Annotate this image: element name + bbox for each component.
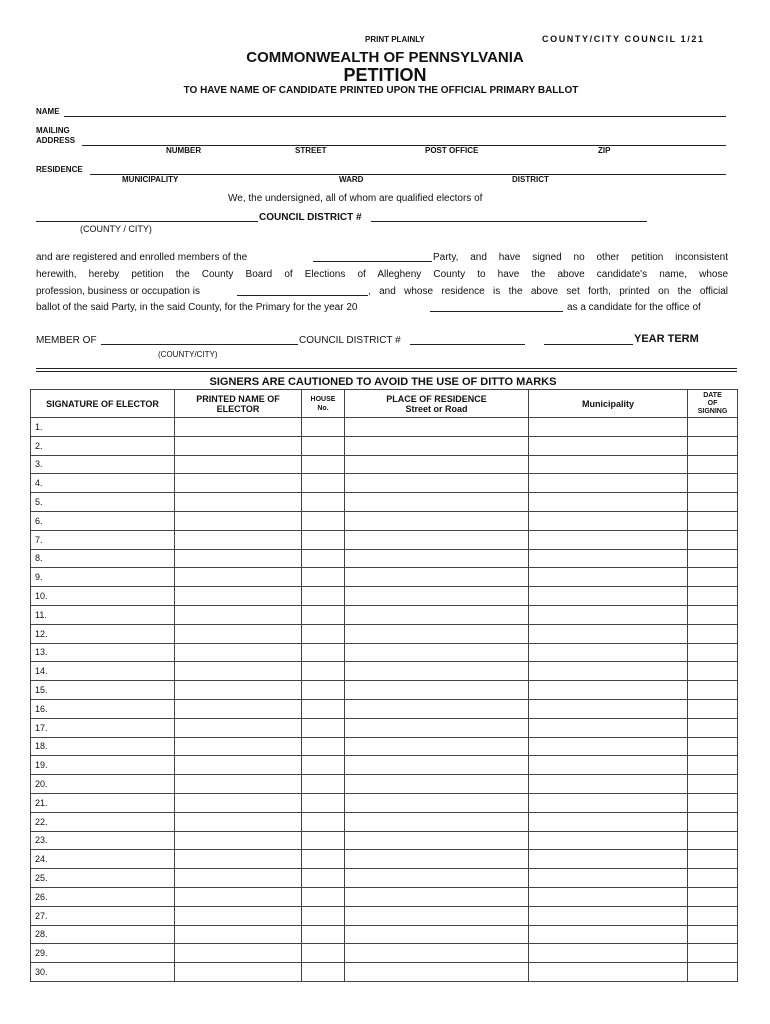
house-no-cell[interactable] — [302, 812, 345, 831]
year-term-label: YEAR TERM — [634, 333, 699, 345]
paragraph-line3-a: profession, business or occupation is — [36, 286, 200, 297]
table-row — [31, 812, 738, 831]
house-no-cell[interactable] — [302, 681, 345, 700]
date-cell[interactable] — [688, 436, 738, 455]
date-cell[interactable] — [688, 756, 738, 775]
district-caption: DISTRICT — [512, 175, 549, 184]
row-number: 20. — [35, 779, 48, 790]
signature-cell[interactable] — [31, 887, 175, 906]
paragraph-line2: herewith, hereby petition the County Board of Elections of Allegheny County to have the above candidate's name, whose — [36, 269, 728, 280]
date-cell[interactable] — [688, 944, 738, 963]
date-caption: DATE — [703, 391, 722, 399]
house-no-cell[interactable] — [302, 474, 345, 493]
row-number: 12. — [35, 628, 48, 639]
street-cell[interactable] — [345, 587, 529, 606]
row-number: 8. — [35, 553, 43, 564]
table-row — [31, 530, 738, 549]
table-row — [31, 850, 738, 869]
printed-name-cell[interactable] — [175, 831, 302, 850]
municipality-cell[interactable] — [529, 812, 688, 831]
house-no-cell[interactable] — [302, 436, 345, 455]
paragraph-line4-a: ballot of the said Party, in the said County, for the Primary for the year 20 — [36, 302, 358, 313]
signature-cell[interactable] — [31, 624, 175, 643]
table-row — [31, 756, 738, 775]
table-row — [31, 662, 738, 681]
mailing-address-field[interactable] — [82, 136, 726, 146]
municipality-cell[interactable] — [529, 775, 688, 794]
paragraph-line4-b: as a candidate for the office of — [567, 302, 701, 313]
county-city-field[interactable] — [36, 212, 258, 222]
municipality-cell[interactable] — [529, 737, 688, 756]
street-cell[interactable] — [345, 662, 529, 681]
house-no-cell[interactable] — [302, 718, 345, 737]
place-of-residence-caption: PLACE OF RESIDENCE — [386, 393, 487, 404]
house-no-cell[interactable] — [302, 793, 345, 812]
house-no-cell[interactable] — [302, 831, 345, 850]
municipality-cell[interactable] — [529, 756, 688, 775]
street-cell[interactable] — [345, 775, 529, 794]
signature-cell[interactable] — [31, 455, 175, 474]
signature-cell[interactable] — [31, 436, 175, 455]
row-number: 23. — [35, 835, 48, 846]
printed-name-cell[interactable] — [175, 906, 302, 925]
page-title: PETITION — [343, 65, 427, 85]
street-cell[interactable] — [345, 568, 529, 587]
col-place-of-residence — [345, 390, 529, 418]
ward-caption: WARD — [339, 175, 364, 184]
printed-name-cell[interactable] — [175, 643, 302, 662]
municipality-cell[interactable] — [529, 436, 688, 455]
printed-name-cell[interactable] — [175, 925, 302, 944]
printed-name-cell[interactable] — [175, 493, 302, 512]
signature-cell[interactable] — [31, 493, 175, 512]
residence-label: RESIDENCE — [36, 165, 83, 174]
date-cell[interactable] — [688, 925, 738, 944]
house-no-cell[interactable] — [302, 887, 345, 906]
form-code: COUNTY/CITY COUNCIL 1/21 — [542, 34, 705, 44]
street-cell[interactable] — [345, 869, 529, 888]
street-cell[interactable] — [345, 906, 529, 925]
house-no-cell[interactable] — [302, 624, 345, 643]
date-cell[interactable] — [688, 850, 738, 869]
signature-cell[interactable] — [31, 737, 175, 756]
table-row — [31, 624, 738, 643]
printed-name-cell[interactable] — [175, 511, 302, 530]
printed-name-cell[interactable] — [175, 944, 302, 963]
county-city-caption: (COUNTY / CITY) — [80, 224, 152, 234]
date-cell[interactable] — [688, 643, 738, 662]
party-field[interactable] — [313, 252, 432, 262]
house-no-cell[interactable] — [302, 756, 345, 775]
row-number: 28. — [35, 929, 48, 940]
printed-name-cell[interactable] — [175, 850, 302, 869]
municipality-cell[interactable] — [529, 681, 688, 700]
municipality-cell[interactable] — [529, 493, 688, 512]
municipality-cell[interactable] — [529, 624, 688, 643]
signature-cell[interactable] — [31, 474, 175, 493]
street-cell[interactable] — [345, 925, 529, 944]
table-row — [31, 493, 738, 512]
printed-name-cell[interactable] — [175, 662, 302, 681]
signature-cell[interactable] — [31, 587, 175, 606]
signature-cell[interactable] — [31, 643, 175, 662]
house-no-cell[interactable] — [302, 549, 345, 568]
signature-cell[interactable] — [31, 925, 175, 944]
table-row — [31, 455, 738, 474]
row-number: 1. — [35, 421, 43, 432]
signature-cell[interactable] — [31, 662, 175, 681]
municipality-cell[interactable] — [529, 963, 688, 982]
signature-cell[interactable] — [31, 530, 175, 549]
date-cell[interactable] — [688, 963, 738, 982]
commonwealth-heading: COMMONWEALTH OF PENNSYLVANIA — [246, 49, 524, 66]
signature-cell[interactable] — [31, 812, 175, 831]
of-caption: OF — [707, 399, 718, 407]
date-cell[interactable] — [688, 718, 738, 737]
date-cell[interactable] — [688, 775, 738, 794]
signature-cell[interactable] — [31, 718, 175, 737]
table-row — [31, 643, 738, 662]
signature-cell[interactable] — [31, 831, 175, 850]
col-date-of-signing — [688, 390, 738, 418]
printed-name-cell[interactable] — [175, 963, 302, 982]
col-municipality: Municipality — [529, 390, 688, 418]
printed-name-cell[interactable] — [175, 737, 302, 756]
signature-cell[interactable] — [31, 906, 175, 925]
printed-name-cell[interactable] — [175, 418, 302, 437]
street-cell[interactable] — [345, 530, 529, 549]
municipality-cell[interactable] — [529, 530, 688, 549]
table-row — [31, 511, 738, 530]
street-cell[interactable] — [345, 812, 529, 831]
municipality-cell[interactable] — [529, 568, 688, 587]
date-cell[interactable] — [688, 869, 738, 888]
municipality-cell[interactable] — [529, 699, 688, 718]
municipality-cell[interactable] — [529, 906, 688, 925]
table-row — [31, 737, 738, 756]
printed-name-cell[interactable] — [175, 681, 302, 700]
table-row — [31, 887, 738, 906]
date-cell[interactable] — [688, 662, 738, 681]
street-cell[interactable] — [345, 511, 529, 530]
municipality-cell[interactable] — [529, 718, 688, 737]
print-plainly-label: PRINT PLAINLY — [365, 35, 425, 44]
date-cell[interactable] — [688, 605, 738, 624]
house-no-cell[interactable] — [302, 662, 345, 681]
date-cell[interactable] — [688, 624, 738, 643]
printed-name-cell[interactable] — [175, 436, 302, 455]
date-cell[interactable] — [688, 812, 738, 831]
row-number: 5. — [35, 497, 43, 508]
table-row — [31, 418, 738, 437]
street-or-road-caption: Street or Road — [405, 403, 468, 414]
residence-field[interactable] — [90, 165, 726, 175]
printed-name-cell[interactable] — [175, 793, 302, 812]
printed-name-cell[interactable] — [175, 455, 302, 474]
house-no-cell[interactable] — [302, 737, 345, 756]
col-house-no — [302, 390, 345, 418]
street-cell[interactable] — [345, 605, 529, 624]
date-cell[interactable] — [688, 455, 738, 474]
paragraph-line1-b: Party, and have signed no other petition inconsistent — [433, 252, 728, 263]
street-cell[interactable] — [345, 455, 529, 474]
house-no-cell[interactable] — [302, 850, 345, 869]
candidate-name-field[interactable] — [64, 107, 726, 117]
house-no-cell[interactable] — [302, 568, 345, 587]
signature-cell[interactable] — [31, 568, 175, 587]
signing-caption: SIGNING — [697, 407, 728, 415]
table-row — [31, 474, 738, 493]
municipality-caption: MUNICIPALITY — [122, 175, 179, 184]
col-signature: SIGNATURE OF ELECTOR — [31, 390, 175, 418]
house-no-cell[interactable] — [302, 605, 345, 624]
paragraph-line3-b: , and whose residence is the above set forth, printed on the official — [368, 286, 728, 297]
row-number: 6. — [35, 515, 43, 526]
street-cell[interactable] — [345, 418, 529, 437]
date-cell[interactable] — [688, 737, 738, 756]
municipality-cell[interactable] — [529, 944, 688, 963]
member-of-field[interactable] — [101, 335, 298, 345]
date-cell[interactable] — [688, 418, 738, 437]
row-number: 17. — [35, 722, 48, 733]
signature-cell[interactable] — [31, 775, 175, 794]
signature-cell[interactable] — [31, 549, 175, 568]
office-council-district-label: COUNCIL DISTRICT # — [299, 335, 401, 346]
municipality-cell[interactable] — [529, 662, 688, 681]
date-cell[interactable] — [688, 831, 738, 850]
table-row — [31, 549, 738, 568]
street-cell[interactable] — [345, 850, 529, 869]
municipality-cell[interactable] — [529, 793, 688, 812]
petition-subtitle: TO HAVE NAME OF CANDIDATE PRINTED UPON THE OFFICIAL PRIMARY BALLOT — [183, 85, 579, 96]
house-no-cell[interactable] — [302, 455, 345, 474]
row-number: 14. — [35, 666, 48, 677]
year-term-field[interactable] — [544, 335, 633, 345]
printed-name-cell[interactable] — [175, 756, 302, 775]
signature-cell[interactable] — [31, 511, 175, 530]
zip-caption: ZIP — [598, 146, 611, 155]
row-number: 18. — [35, 741, 48, 752]
printed-name-cell[interactable] — [175, 812, 302, 831]
signature-cell[interactable] — [31, 944, 175, 963]
municipality-cell[interactable] — [529, 887, 688, 906]
house-no-cell[interactable] — [302, 906, 345, 925]
row-number: 7. — [35, 534, 43, 545]
printed-name-cell[interactable] — [175, 549, 302, 568]
printed-name-cell[interactable] — [175, 530, 302, 549]
printed-name-cell[interactable] — [175, 568, 302, 587]
office-county-city-caption: (COUNTY/CITY) — [158, 350, 218, 359]
date-cell[interactable] — [688, 511, 738, 530]
house-no-cell[interactable] — [302, 493, 345, 512]
electors-intro: We, the undersigned, all of whom are qualified electors of — [228, 193, 483, 204]
date-cell[interactable] — [688, 568, 738, 587]
street-cell[interactable] — [345, 493, 529, 512]
printed-name-cell[interactable] — [175, 474, 302, 493]
printed-name-cell[interactable] — [175, 718, 302, 737]
table-row — [31, 775, 738, 794]
row-number: 16. — [35, 703, 48, 714]
date-cell[interactable] — [688, 906, 738, 925]
signature-cell[interactable] — [31, 756, 175, 775]
ditto-caution: SIGNERS ARE CAUTIONED TO AVOID THE USE OF DITTO MARKS — [209, 376, 557, 388]
post-office-caption: POST OFFICE — [425, 146, 479, 155]
signature-cell[interactable] — [31, 605, 175, 624]
row-number: 3. — [35, 459, 43, 470]
house-no-cell[interactable] — [302, 643, 345, 662]
street-cell[interactable] — [345, 756, 529, 775]
street-cell[interactable] — [345, 624, 529, 643]
date-cell[interactable] — [688, 681, 738, 700]
printed-name-cell[interactable] — [175, 699, 302, 718]
street-cell[interactable] — [345, 737, 529, 756]
row-number: 10. — [35, 591, 48, 602]
street-cell[interactable] — [345, 718, 529, 737]
street-cell[interactable] — [345, 474, 529, 493]
house-no-cell[interactable] — [302, 418, 345, 437]
date-cell[interactable] — [688, 549, 738, 568]
name-label: NAME — [36, 107, 60, 116]
street-cell[interactable] — [345, 643, 529, 662]
signers-table — [30, 389, 738, 982]
occupation-field[interactable] — [237, 286, 368, 296]
signature-cell[interactable] — [31, 681, 175, 700]
street-cell[interactable] — [345, 793, 529, 812]
row-number: 2. — [35, 440, 43, 451]
municipality-cell[interactable] — [529, 511, 688, 530]
date-cell[interactable] — [688, 530, 738, 549]
row-number: 13. — [35, 647, 48, 658]
row-number: 19. — [35, 760, 48, 771]
divider-top — [36, 368, 737, 369]
printed-name-cell[interactable] — [175, 605, 302, 624]
municipality-cell[interactable] — [529, 474, 688, 493]
table-row — [31, 963, 738, 982]
paragraph-line1-a: and are registered and enrolled members of the — [36, 252, 248, 263]
table-row — [31, 587, 738, 606]
signature-cell[interactable] — [31, 963, 175, 982]
date-cell[interactable] — [688, 793, 738, 812]
table-row — [31, 699, 738, 718]
row-number: 30. — [35, 967, 48, 977]
table-row — [31, 869, 738, 888]
date-cell[interactable] — [688, 587, 738, 606]
signature-cell[interactable] — [31, 869, 175, 888]
divider-bottom — [36, 371, 737, 372]
row-number: 26. — [35, 891, 48, 902]
house-caption: HOUSE — [310, 395, 336, 403]
printed-name-cell[interactable] — [175, 624, 302, 643]
row-number: 25. — [35, 873, 48, 884]
printed-name-cell[interactable] — [175, 887, 302, 906]
street-cell[interactable] — [345, 963, 529, 982]
street-cell[interactable] — [345, 436, 529, 455]
table-row — [31, 925, 738, 944]
house-no-cell[interactable] — [302, 530, 345, 549]
signature-cell[interactable] — [31, 793, 175, 812]
municipality-cell[interactable] — [529, 643, 688, 662]
council-district-label: COUNCIL DISTRICT # — [259, 212, 362, 223]
street-cell[interactable] — [345, 549, 529, 568]
house-no-cell[interactable] — [302, 775, 345, 794]
street-cell[interactable] — [345, 681, 529, 700]
member-of-label: MEMBER OF — [36, 335, 97, 346]
row-number: 15. — [35, 685, 48, 696]
municipality-cell[interactable] — [529, 925, 688, 944]
date-cell[interactable] — [688, 699, 738, 718]
street-caption: STREET — [295, 146, 327, 155]
mailing-label: MAILING — [36, 126, 70, 135]
municipality-cell[interactable] — [529, 587, 688, 606]
row-number: 24. — [35, 854, 48, 865]
date-cell[interactable] — [688, 474, 738, 493]
row-number: 11. — [35, 609, 47, 620]
signature-cell[interactable] — [31, 418, 175, 437]
table-row — [31, 944, 738, 963]
printed-name-cell[interactable] — [175, 869, 302, 888]
table-row — [31, 793, 738, 812]
office-council-district-field[interactable] — [410, 335, 525, 345]
printed-name-cell[interactable] — [175, 775, 302, 794]
street-cell[interactable] — [345, 887, 529, 906]
table-row — [31, 568, 738, 587]
row-number: 4. — [35, 478, 43, 489]
house-no-cell[interactable] — [302, 587, 345, 606]
street-cell[interactable] — [345, 944, 529, 963]
row-number: 9. — [35, 572, 43, 583]
table-row — [31, 681, 738, 700]
row-number: 22. — [35, 816, 48, 827]
col-printed-name: PRINTED NAME OF ELECTOR — [175, 390, 302, 418]
table-row — [31, 436, 738, 455]
table-row — [31, 906, 738, 925]
municipality-cell[interactable] — [529, 605, 688, 624]
address-label: ADDRESS — [36, 136, 76, 145]
signature-cell[interactable] — [31, 699, 175, 718]
table-row — [31, 718, 738, 737]
municipality-cell[interactable] — [529, 455, 688, 474]
street-cell[interactable] — [345, 699, 529, 718]
signature-cell[interactable] — [31, 850, 175, 869]
house-no-cell[interactable] — [302, 925, 345, 944]
municipality-cell[interactable] — [529, 831, 688, 850]
table-row — [31, 605, 738, 624]
house-no-cell[interactable] — [302, 699, 345, 718]
street-cell[interactable] — [345, 831, 529, 850]
municipality-cell[interactable] — [529, 418, 688, 437]
municipality-cell[interactable] — [529, 869, 688, 888]
council-district-field[interactable] — [371, 212, 647, 222]
row-number: 27. — [35, 910, 48, 921]
row-number: 21. — [35, 797, 48, 808]
table-row — [31, 831, 738, 850]
printed-name-cell[interactable] — [175, 587, 302, 606]
no-caption: No. — [317, 404, 329, 412]
year-field[interactable] — [430, 302, 563, 312]
municipality-cell[interactable] — [529, 850, 688, 869]
number-caption: NUMBER — [166, 146, 202, 155]
house-no-cell[interactable] — [302, 944, 345, 963]
house-no-cell[interactable] — [302, 963, 345, 982]
house-no-cell[interactable] — [302, 869, 345, 888]
date-cell[interactable] — [688, 887, 738, 906]
date-cell[interactable] — [688, 493, 738, 512]
house-no-cell[interactable] — [302, 511, 345, 530]
municipality-cell[interactable] — [529, 549, 688, 568]
row-number: 29. — [35, 948, 48, 959]
